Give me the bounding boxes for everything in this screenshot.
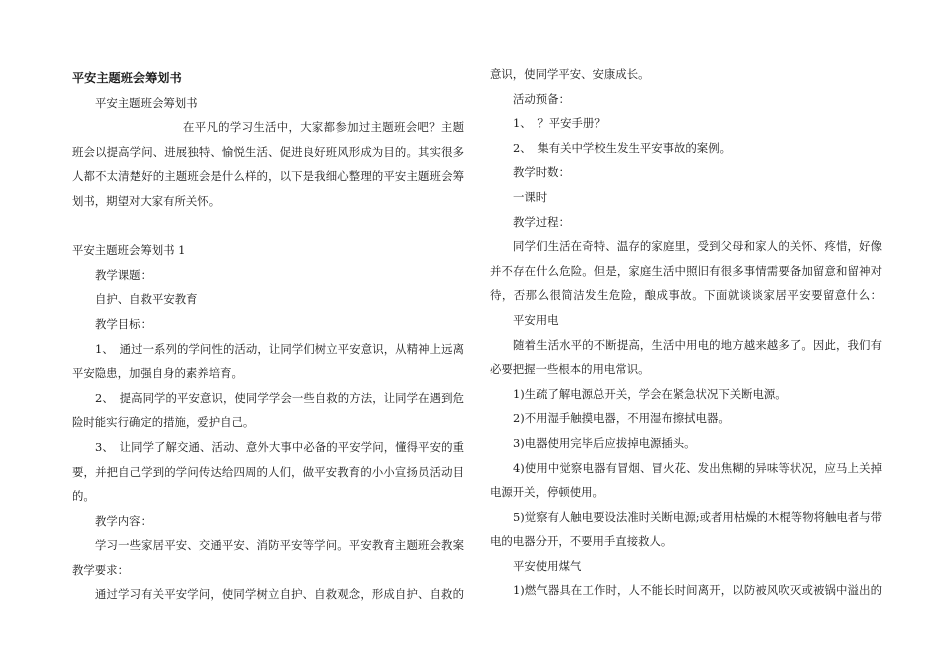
goal-1-line-2: 平安隐患，加强自身的素养培育。 (72, 366, 243, 381)
topic-label: 教学课题： (95, 267, 152, 282)
intro-line-4: 划书，期望对大家有所关怀。 (72, 193, 221, 208)
content-line-2: 教学要求： (72, 562, 129, 577)
goal-1-line-1: 1、 通过一系列的学问性的活动，让同学们树立平安意识，从精神上远离 (95, 341, 464, 356)
prep-label: 活动预备： (513, 91, 570, 106)
gas-item-1: 1)燃气器具在工作时，人不能长时间离开，以防被风吹灭或被锅中溢出的 (513, 583, 882, 598)
content-line-1: 学习一些家居平安、交通平安、消防平安等学问。平安教育主题班会教案 (95, 538, 464, 553)
spacer (72, 214, 464, 239)
electric-item-5-line-2: 电的电器分开，不要用手直接救人。 (490, 534, 673, 549)
goal-3-line-1: 3、 让同学了解交通、活动、意外大事中必备的平安学问，懂得平安的重 (95, 439, 464, 454)
prep-item-2: 2、 集有关中学校生发生平安事故的案例。 (513, 140, 731, 155)
subtitle: 平安主题班会筹划书 (95, 95, 198, 110)
process-label: 教学过程： (513, 214, 570, 229)
left-column (72, 62, 464, 607)
gas-title: 平安使用煤气 (513, 558, 582, 573)
electric-item-3: 3)电器使用完毕后应拔掉电源插头。 (513, 435, 696, 450)
goal-2-line-1: 2、 提高同学的平安意识，使同学学会一些自救的方法，让同学在遇到危 (95, 390, 464, 405)
electric-item-2: 2)不用湿手触摸电器，不用湿布擦拭电器。 (513, 411, 730, 426)
prep-item-1: 1、 ？平安手册？ (513, 116, 606, 131)
intro-line-1: 在平凡的学习生活中，大家都参加过主题班会吧？主题 (183, 120, 464, 135)
goal-3-line-2: 要，并把自己学到的学问传达给四周的人们，做平安教育的小小宣扬员活动目 (72, 464, 464, 479)
goal-label: 教学目标： (95, 316, 152, 331)
section-title: 平安主题班会筹划书 1 (72, 243, 186, 258)
content-label: 教学内容： (95, 513, 152, 528)
electric-intro-line-1: 随着生活水平的不断提高，生活中用电的地方越来越多了。因此，我们有 (513, 337, 882, 352)
electric-item-1: 1)生疏了解电源总开关，学会在紧急状况下关断电源。 (513, 386, 787, 401)
goal-3-line-3: 的。 (72, 489, 95, 504)
process-line-3: 待，否那么很简洁发生危险，酿成事故。下面就谈谈家居平安要留意什么： (490, 288, 882, 303)
topic-text: 自护、自救平安教育 (95, 292, 198, 307)
continued-line: 意识，使同学平安、安康成长。 (490, 67, 650, 81)
electric-item-4-line-2: 电源开关，停顿使用。 (490, 485, 604, 500)
requirement-line: 通过学习有关平安学问，使同学树立自护、自救观念，形成自护、自救的 (95, 587, 464, 602)
electric-item-4-line-1: 4)使用中觉察电器有冒烟、冒火花、发出焦糊的异味等状况，应马上关掉 (513, 460, 882, 475)
goal-2-line-2: 险时能实行确定的措施，爱护自己。 (72, 415, 255, 430)
intro-line-2: 班会以提高学问、进展独特、愉悦生活、促进良好班风形成为目的。其实很多 (72, 144, 464, 159)
right-column (490, 62, 882, 603)
electric-intro-line-2: 必要把握一些根本的用电常识。 (490, 362, 650, 377)
document-title: 平安主题班会筹划书 (72, 71, 182, 85)
electric-title: 平安用电 (513, 312, 559, 327)
process-line-1: 同学们生活在奇特、温存的家庭里，受到父母和家人的关怀、疼惜，好像 (513, 239, 882, 254)
intro-line-3: 人都不太清楚好的主题班会是什么样的，以下是我细心整理的平安主题班会筹 (72, 169, 464, 184)
hours-label: 教学时数： (513, 165, 570, 180)
process-line-2: 并不存在什么危险。但是，家庭生活中照旧有很多事情需要备加留意和留神对 (490, 263, 882, 278)
electric-item-5-line-1: 5)觉察有人触电要设法准时关断电源;或者用枯燥的木棍等物将触电者与带 (513, 509, 882, 524)
hours-text: 一课时 (513, 189, 548, 204)
